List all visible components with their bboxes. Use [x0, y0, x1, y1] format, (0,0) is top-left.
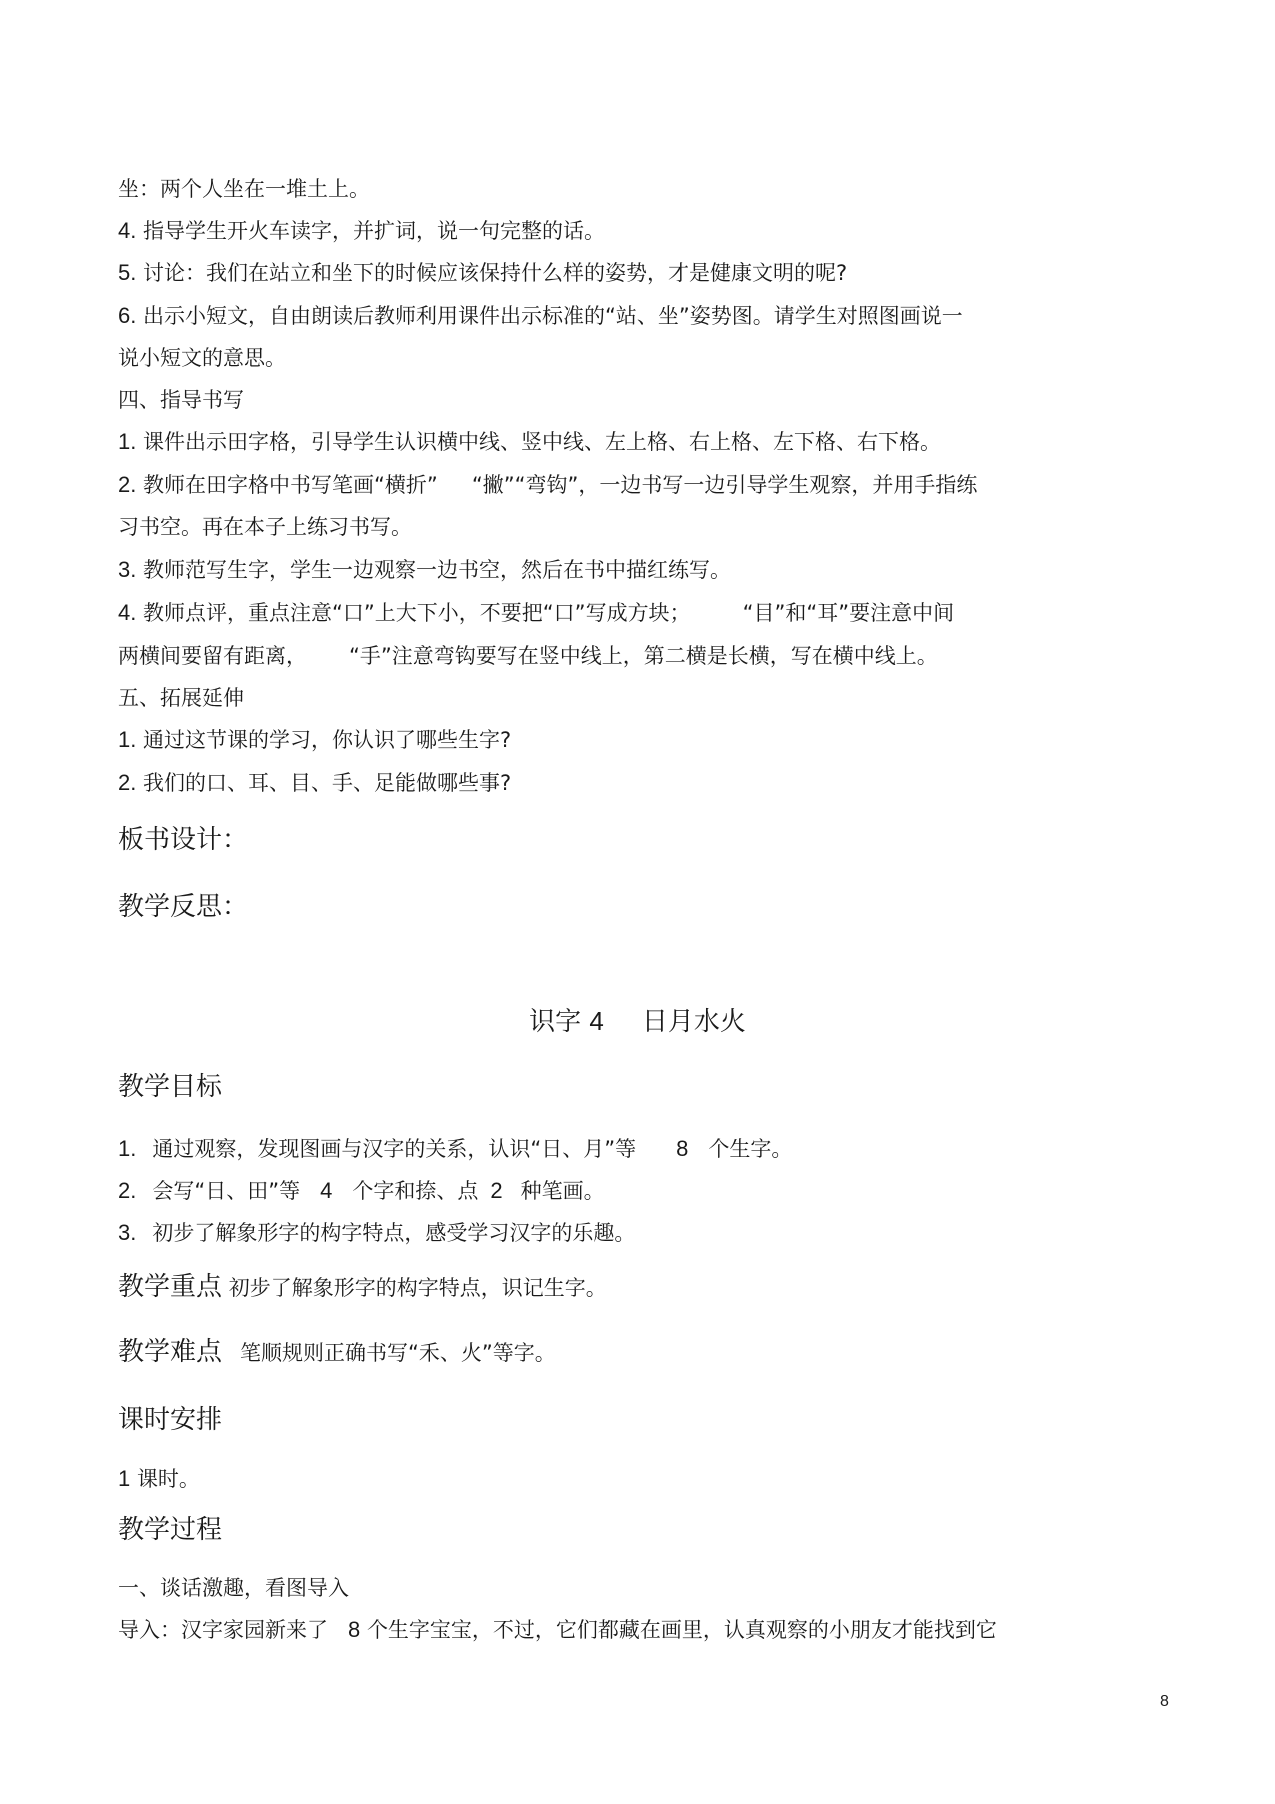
heading-text: 四、指导书写 [118, 388, 244, 412]
item-number: 2. [118, 770, 137, 795]
item-text: 个生字。 [708, 1137, 793, 1161]
list-item [118, 1178, 605, 1204]
difficulty-line [118, 1336, 556, 1368]
item-number: 8 [676, 1136, 689, 1161]
heading-text: 一、谈话激趣，看图导入 [118, 1576, 349, 1600]
title-text: 日月水火 [641, 1007, 746, 1037]
item-text: 会写“日、田”等 [152, 1179, 301, 1203]
item-text: 教师点评，重点注意“口”上大下小，不要把“口”写成方块； [143, 601, 691, 625]
text-line [118, 1466, 200, 1492]
text-line [118, 345, 286, 371]
section-heading [118, 1404, 222, 1436]
item-text: 个字和捺、点 [352, 1179, 479, 1203]
text-line [118, 176, 370, 202]
text-line [118, 514, 412, 540]
item-text: 我们的口、耳、目、手、足能做哪些事? [143, 771, 512, 795]
item-number: 3. [118, 557, 137, 582]
line-text: 笔顺规则正确书写“禾、火”等字。 [240, 1341, 556, 1365]
item-number: 1. [118, 727, 137, 752]
line-text: 习书空。再在本子上练习书写。 [118, 515, 412, 539]
item-number: 4. [118, 600, 137, 625]
line-text: 说小短文的意思。 [118, 346, 286, 370]
item-number: 3. [118, 1220, 137, 1245]
text-line [118, 643, 938, 669]
item-text: 课件出示田字格，引导学生认识横中线、竖中线、左上格、右上格、左下格、右下格。 [143, 430, 942, 454]
text-line [118, 1617, 997, 1643]
section-heading [118, 1514, 222, 1546]
item-text: 指导学生开火车读字，并扩词，说一句完整的话。 [143, 219, 606, 243]
line-number: 8 [348, 1617, 361, 1642]
list-item [118, 1136, 792, 1162]
list-item [118, 303, 963, 329]
lesson-title [0, 1005, 1275, 1038]
section-heading [118, 685, 244, 711]
list-item [118, 429, 941, 455]
list-item [118, 260, 847, 286]
item-text: 教师范写生字，学生一边观察一边书空，然后在书中描红练写。 [143, 558, 732, 582]
heading-text: 五、拓展延伸 [118, 686, 244, 710]
line-text: 初步了解象形字的构字特点，识记生字。 [228, 1276, 607, 1300]
heading-text: 板书设计： [118, 825, 249, 855]
line-text: 个生字宝宝，不过，它们都藏在画里，认真观察的小朋友才能找到它 [366, 1618, 997, 1642]
item-number: 4 [320, 1178, 333, 1203]
title-number: 4 [589, 1006, 604, 1036]
item-text: 初步了解象形字的构字特点，感受学习汉字的乐趣。 [152, 1221, 636, 1245]
section-heading [118, 1575, 349, 1601]
heading-text: 教学反思： [118, 892, 249, 922]
item-text: 讨论：我们在站立和坐下的时候应该保持什么样的姿势，才是健康文明的呢? [143, 261, 848, 285]
line-text: 课时。 [136, 1467, 200, 1491]
list-item [118, 600, 954, 626]
teaching-reflection-heading [118, 891, 248, 923]
item-number: 1. [118, 1136, 137, 1161]
label-text: 教学重点 [118, 1272, 223, 1302]
list-item [118, 1220, 635, 1246]
board-design-heading [118, 824, 248, 856]
item-number: 2. [118, 472, 137, 497]
item-number: 5. [118, 260, 137, 285]
item-number: 6. [118, 303, 137, 328]
line-text: 两横间要留有距离， [118, 644, 307, 668]
item-text: “撇”“弯钩”，一边书写一边引导学生观察，并用手指练 [471, 473, 978, 497]
key-point-line [118, 1271, 607, 1303]
list-item [118, 727, 511, 753]
item-text: 教师在田字格中书写笔画“横折” [143, 473, 438, 497]
item-text: 出示小短文，自由朗读后教师利用课件出示标准的“站、坐”姿势图。请学生对照图画说一 [143, 304, 963, 328]
list-item [118, 770, 511, 796]
title-text: 识字 [529, 1007, 582, 1037]
list-item [118, 472, 977, 498]
list-item [118, 557, 731, 583]
heading-text: 教学目标 [118, 1072, 223, 1102]
section-heading [118, 1071, 222, 1103]
item-number: 4. [118, 218, 137, 243]
line-number: 1 [118, 1466, 131, 1491]
heading-text: 教学过程 [118, 1515, 223, 1545]
line-text: “手”注意弯钩要写在竖中线上，第二横是长横，写在横中线上。 [349, 644, 938, 668]
label-text: 教学难点 [118, 1337, 223, 1367]
item-text: “目”和“耳”要注意中间 [742, 601, 955, 625]
heading-text: 课时安排 [118, 1405, 223, 1435]
list-item [118, 218, 605, 244]
item-text: 通过这节课的学习，你认识了哪些生字? [143, 728, 512, 752]
item-number: 2 [490, 1178, 503, 1203]
item-number: 1. [118, 429, 137, 454]
page-number: 8 [1160, 1693, 1169, 1710]
section-heading [118, 387, 244, 413]
line-text: 坐：两个人坐在一堆土上。 [118, 177, 370, 201]
item-number: 2. [118, 1178, 137, 1203]
item-text: 通过观察，发现图画与汉字的关系，认识“日、月”等 [152, 1137, 637, 1161]
line-text: 导入：汉字家园新来了 [118, 1618, 328, 1642]
item-text: 种笔画。 [520, 1179, 605, 1203]
